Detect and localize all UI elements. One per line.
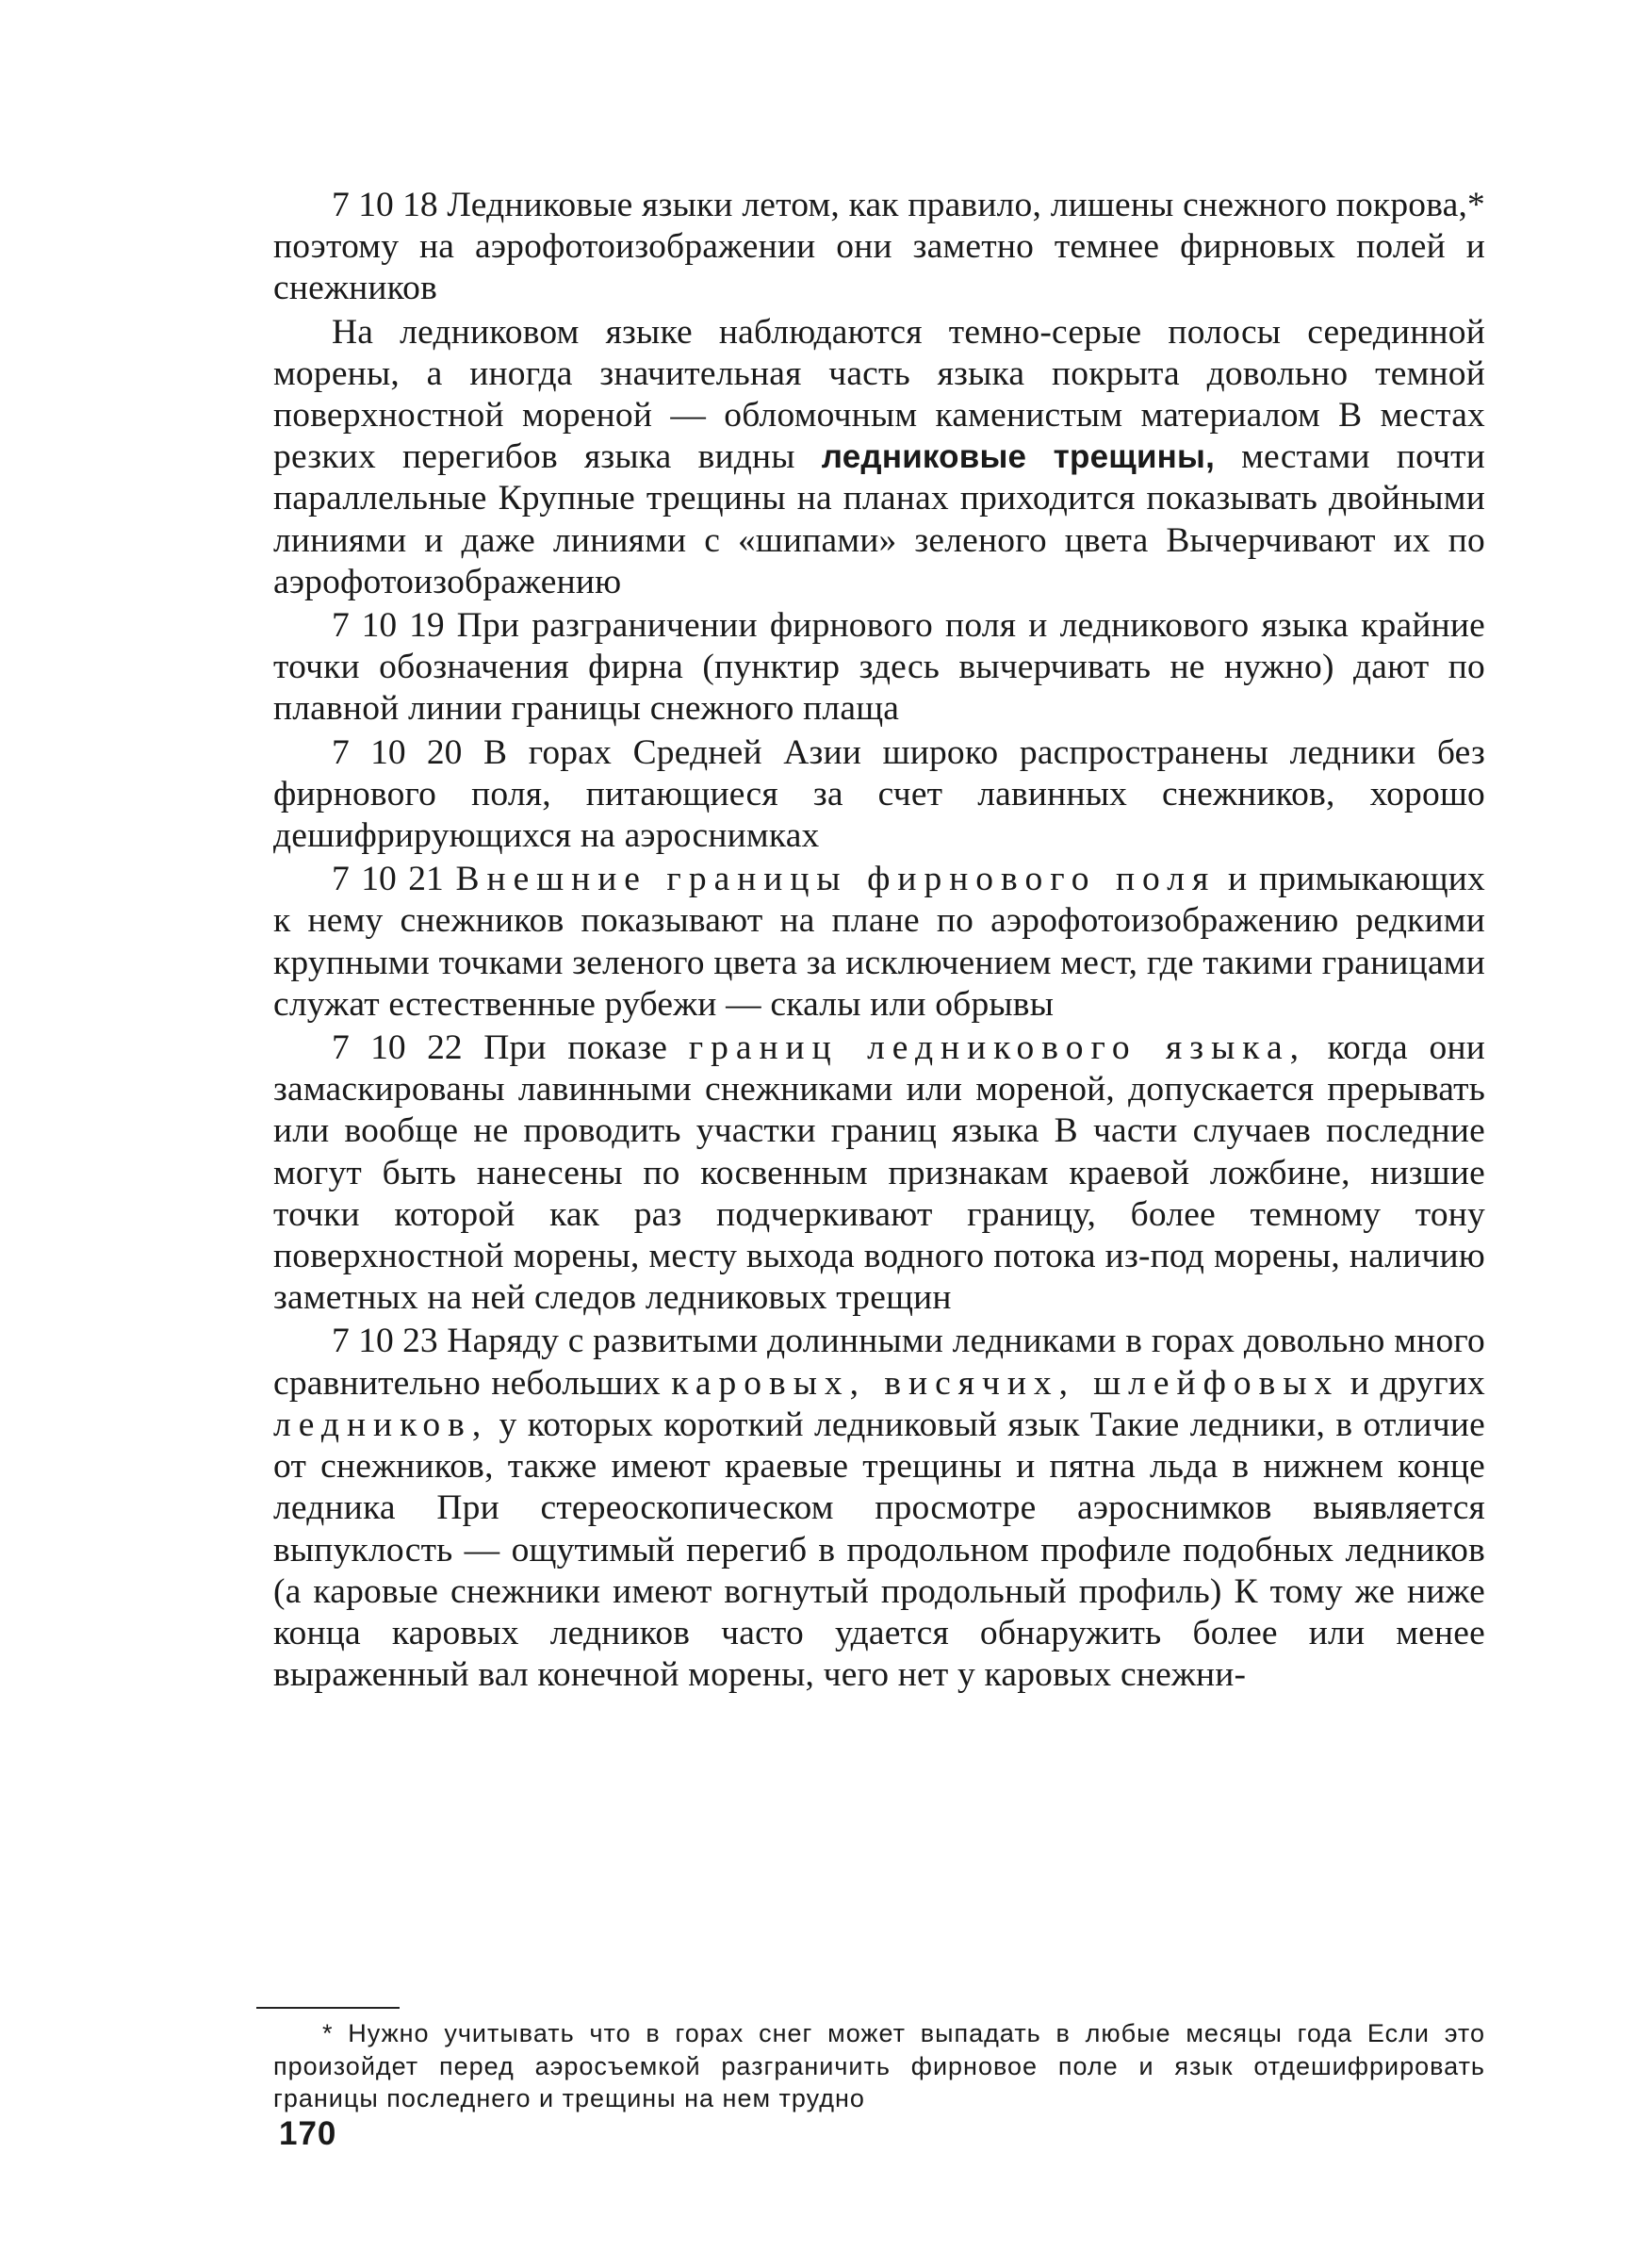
spaced-term: каровых, висячих, шлейфовых <box>671 1363 1340 1403</box>
paragraph-text: местами почти параллельные Крупные трещины на планах приходится показывать двойными линиями и даже линиями с «шипами» зеленого цвета Вычерчивают их по аэрофотоизображению <box>273 437 1485 601</box>
paragraph-glacier-tongue <box>273 312 1485 603</box>
section-number: 7 10 19 <box>332 606 445 646</box>
paragraph-text: В горах Средней Азии широко распространены ледники без фирнового поля, питающиеся за счет лавинных снежников, хорошо дешифрирующихся на аэроснимках <box>273 732 1485 856</box>
paragraph-7-10-22 <box>273 1027 1485 1319</box>
paragraph-7-10-20 <box>273 732 1485 858</box>
paragraph-text: у которых короткий ледниковый язык Такие ледники, в отличие от снежников, также имеют краевые трещины и пятна льда в нижнем конце ледника При стереоскопическом просмотре аэроснимков выявляется выпуклость — ощутимый перегиб в продольном профиле подобных ледников (а каровые снежники имеют вогнутый продольный профиль) К тому же ниже конца каровых ледников часто удается обнаружить более или менее выраженный вал конечной морены, чего нет у каровых снежни- <box>273 1405 1485 1695</box>
paragraph-text: Наряду с развитыми долинными ледниками в горах довольно много сравнительно небольших <box>273 1322 1485 1403</box>
footnote-divider <box>256 2007 400 2009</box>
section-number: 7 10 18 <box>332 186 438 224</box>
paragraph-7-10-18 <box>273 185 1485 310</box>
spaced-term: ледников, <box>273 1405 489 1444</box>
section-number: 7 10 21 <box>332 860 444 899</box>
paragraph-text: При разграничении фирнового поля и ледникового языка крайние точки обозначения фирна (пунктир здесь вычерчивать не нужно) дают по плавной линии границы снежного плаща <box>273 606 1485 729</box>
section-number: 7 10 22 <box>332 1028 463 1068</box>
paragraph-text: При показе <box>483 1028 689 1068</box>
paragraph-text: и примыкающих к нему снежников показывают на плане по аэрофотоизображению редкими крупными точками зеленого цвета за исключением мест, где такими границами служат естественные рубежи — скалы или обрывы <box>273 860 1486 1024</box>
page-body <box>273 185 1485 1696</box>
paragraph-7-10-23 <box>273 1321 1485 1696</box>
section-number: 7 10 20 <box>332 732 463 772</box>
paragraph-text: и других <box>1339 1363 1485 1403</box>
section-number: 7 10 23 <box>332 1322 438 1361</box>
paragraph-7-10-19 <box>273 605 1485 731</box>
paragraph-text: когда они замаскированы лавинными снежниками или мореной, допускается прерывать или вообще не проводить участки границ языка В части случаев последние могут быть нанесены по косвенным признакам краевой ложбине, низшие точки которой как раз подчеркивают границу, более темному тону поверхностной морены, месту выхода водного потока из-под морены, наличию заметных на ней следов ледниковых трещин <box>273 1028 1485 1318</box>
spaced-term: границ ледникового языка, <box>688 1028 1306 1068</box>
paragraph-text: На ледниковом языке наблюдаются темно-серые полосы серединной морены, а иногда значительная часть языка покрыта довольно темной поверхностной мореной — обломочным каменистым материалом В местах резких перегибов языка видны <box>273 312 1485 477</box>
page-number: 170 <box>279 2115 337 2152</box>
paragraph-7-10-21 <box>273 859 1485 1026</box>
bold-term: ледниковые трещины, <box>821 438 1216 476</box>
footnote: * Нужно учитывать что в горах снег может выпадать в любые месяцы года Если это произойдет перед аэросъемкой разграничить фирновое поле и язык отдешифрировать границы последнего и трещины на нем трудно <box>273 2019 1485 2112</box>
paragraph-text: Ледниковые языки летом, как правило, лишены снежного покрова,* поэтому на аэрофотоизображении они заметно темнее фирновых полей и снежников <box>273 186 1486 308</box>
spaced-term: Внешние границы фирнового поля <box>455 860 1217 899</box>
